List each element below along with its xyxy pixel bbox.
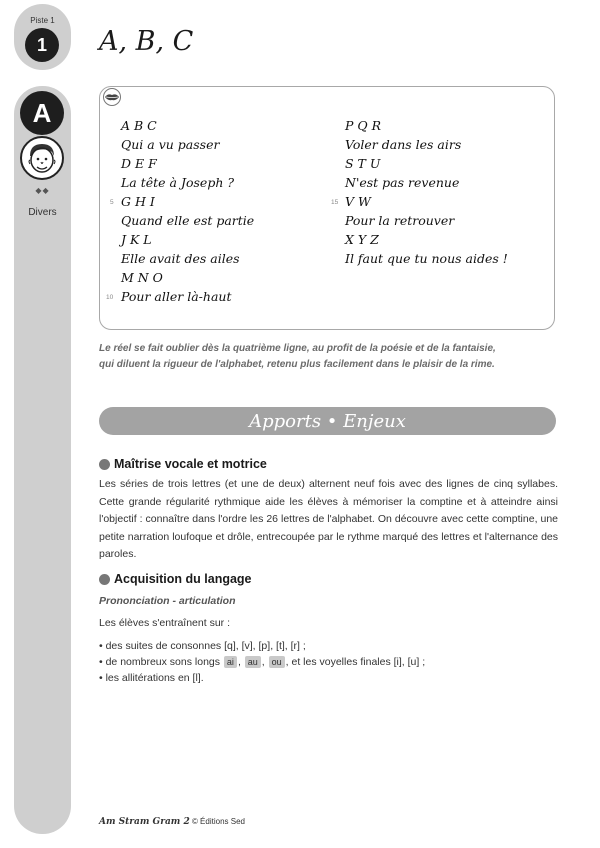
child-face-icon	[20, 136, 64, 180]
sidebar	[14, 86, 71, 834]
list-item: • les allitérations en [l].	[99, 672, 204, 684]
poem-line: D E F	[121, 156, 157, 171]
section-heading-text: Acquisition du langage	[114, 572, 252, 586]
list-item: • de nombreux sons longs ai , au , ou , et les voyelles finales [i], [u] ;	[99, 656, 426, 668]
category-label: Divers	[28, 207, 57, 218]
poem-line: Voler dans les airs	[345, 137, 462, 152]
list-item: • des suites de consonnes [q], [v], [p], [t], [r] ;	[99, 640, 306, 652]
section-heading	[99, 457, 267, 471]
footer-copyright: © Éditions Sed	[191, 817, 245, 826]
caption-line: Le réel se fait oublier dès la quatrième ligne, au profit de la poésie et de la fantaisie,	[99, 343, 496, 354]
poem-line: Pour aller là-haut	[121, 289, 232, 304]
poem-line: M N O	[121, 270, 163, 285]
poem-line: V W	[345, 194, 371, 209]
poem-line: La tête à Joseph ?	[121, 175, 235, 190]
poem-line: Quand elle est partie	[121, 213, 255, 228]
line-number: 15	[331, 199, 339, 206]
bullet-icon	[99, 574, 110, 585]
caption-line: qui diluent la rigueur de l'alphabet, retenu plus facilement dans le plaisir de la rime.	[99, 359, 495, 370]
footer	[99, 817, 245, 827]
section-heading	[99, 572, 252, 586]
footer-brand: Am Stram Gram 2	[99, 817, 190, 827]
section-banner: Apports • Enjeux	[99, 407, 556, 435]
sound-chip: au	[245, 656, 261, 668]
poem-line: P Q R	[345, 118, 382, 133]
poem-line: S T U	[345, 156, 381, 171]
section-paragraph: Les séries de trois lettres (et une de deux) alternent neuf fois avec des lignes de cinq syllabes. Cette grande régularité rythmique aide les élèves à mémoriser la comptine et à atteindre ainsi l'objectif : connaître dans l'ordre les 26 lettres de l'alphabet. On découvre avec cette comptine, une petite narration loufoque et drôle, entrecoupée par le rythme marqué des lettres et l'alternance des paroles.	[99, 478, 558, 560]
track-label: Piste 1	[30, 16, 55, 25]
poem-line: G H I	[121, 194, 155, 209]
poem-caption	[99, 341, 559, 373]
line-number: 5	[110, 199, 114, 206]
difficulty-indicator: ◆◆	[35, 186, 50, 195]
section-heading-text: Maîtrise vocale et motrice	[114, 457, 267, 471]
poem-line: Pour la retrouver	[345, 213, 455, 228]
list-item-text: , et les voyelles finales [i], [u] ;	[285, 656, 426, 668]
poem-line: A B C	[121, 118, 157, 133]
line-number: 10	[106, 294, 114, 301]
intro-text: Les élèves s'entraînent sur :	[99, 617, 230, 629]
poem-line: N'est pas revenue	[345, 175, 460, 190]
poem-line: Elle avait des ailes	[121, 251, 240, 266]
list-item-text: • de nombreux sons longs	[99, 656, 220, 668]
lips-icon	[101, 88, 123, 106]
subheading: Prononciation - articulation	[99, 595, 236, 607]
poem-line: X Y Z	[345, 232, 379, 247]
page-title: A, B, C	[99, 26, 194, 57]
bullet-icon	[99, 459, 110, 470]
poem-line: Qui a vu passer	[121, 137, 220, 152]
poem-line: Il faut que tu nous aides !	[345, 251, 508, 266]
sound-chip: ai	[224, 656, 237, 668]
level-badge: A	[20, 91, 64, 135]
poem-line: J K L	[121, 232, 152, 247]
sound-chip: ou	[269, 656, 285, 668]
track-number-badge: 1	[25, 28, 59, 62]
